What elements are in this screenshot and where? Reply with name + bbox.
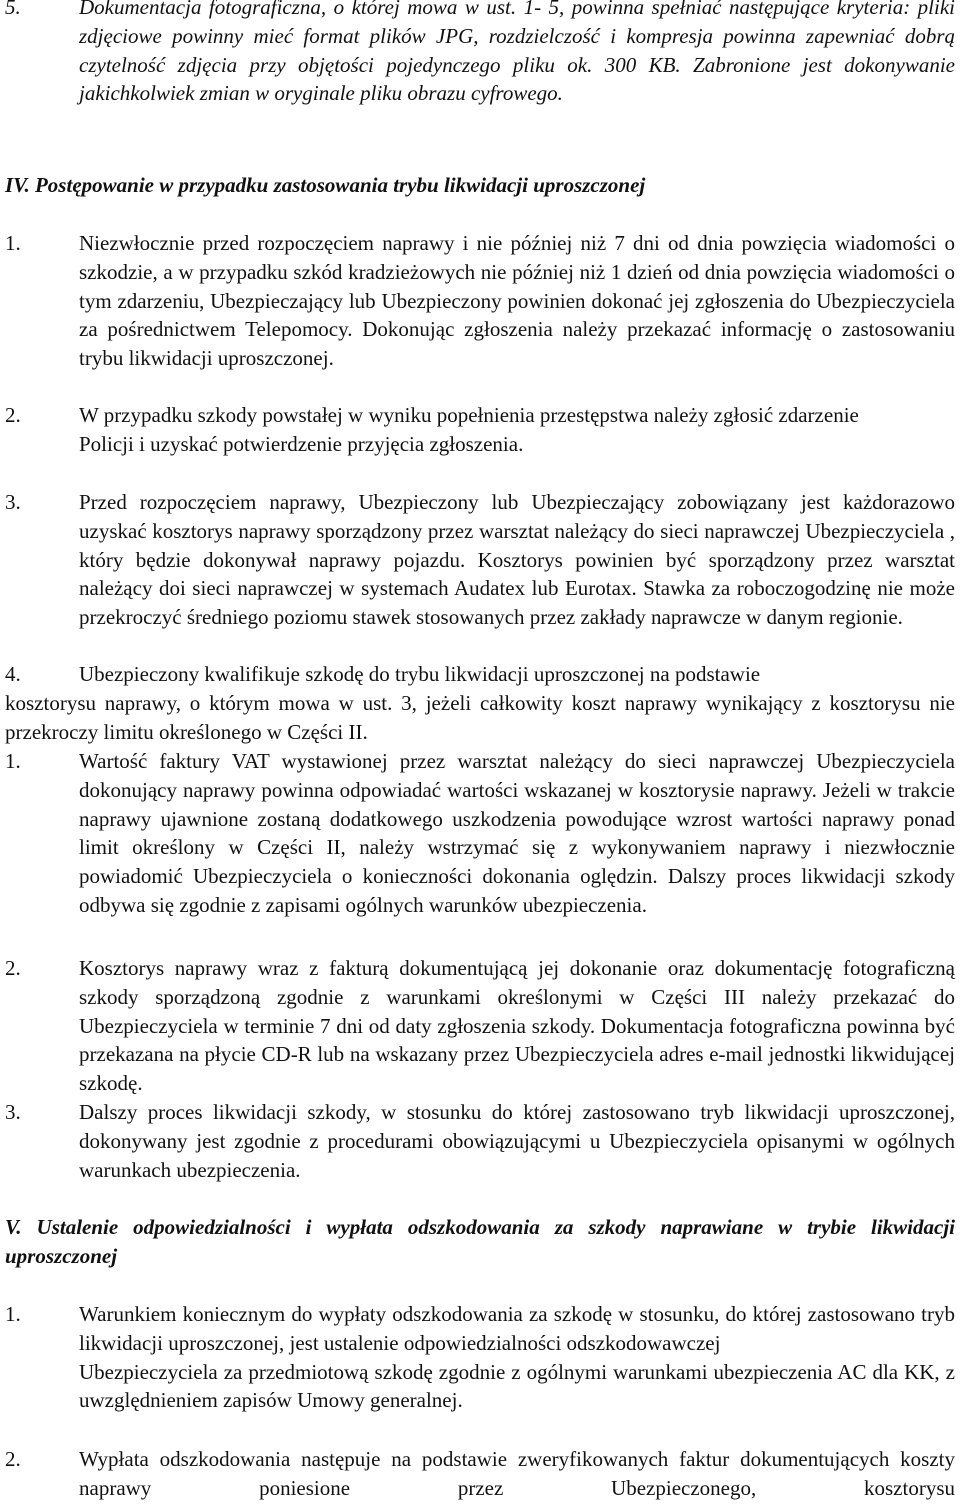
item-number: 4. <box>5 662 21 686</box>
item-text: Wypłata odszkodowania następuje na podstawie zweryfikowanych faktur dokumentujących koszty naprawy poniesione przez Ubezpieczonego, kosztorysu <box>79 1447 955 1500</box>
item-text: Kosztorys naprawy wraz z fakturą dokumentującą jej dokonanie oraz dokumentację fotograficzną szkody sporządzoną zgodnie z warunkami określonymi w Części III należy przekazać do Ubezpieczyciela w terminie 7 dni od daty zgłoszenia szkody. Dokumentacja fotograficzna powinna być przekazana na płycie CD-R lub na wskazany przez Ubezpieczyciela adres e-mail jednostki likwidującej szkodę. <box>79 956 955 1096</box>
section-title: Ustalenie odpowiedzialności i wypłata odszkodowania za szkody naprawiane w trybie likwidacji uproszczonej <box>5 1215 956 1268</box>
section-number: V. <box>5 1215 22 1239</box>
item-text: Ubezpieczony kwalifikuje szkodę do trybu likwidacji uproszczonej na podstawie <box>79 662 761 686</box>
item-number: 2. <box>5 403 21 427</box>
item-text: Wartość faktury VAT wystawionej przez warsztat należący do sieci naprawczej Ubezpieczyciela dokonujący naprawy powinna odpowiadać wartości wskazanej w kosztorysie naprawy. Jeżeli w trakcie naprawy ujawnione zostaną dodatkowego uszkodzenia powodujące wzrost wartości naprawy ponad limit określony w Części II, należy wstrzymać się z wykonywaniem naprawy i niezwłocznie powiadomić Ubezpieczyciela o konieczności dokonania oględzin. Dalszy proces likwidacji szkody odbywa się zgodnie z zapisami ogólnych warunków ubezpieczenia. <box>79 749 955 917</box>
item-number: 1. <box>5 749 21 773</box>
item-number: 2. <box>5 1447 21 1471</box>
list-item <box>5 1300 955 1415</box>
item-continuation: Ubezpieczyciela za przedmiotową szkodę zgodnie z ogólnymi warunkami ubezpieczenia AC dla KK, z uwzględnieniem zapisów Umowy generalnej. <box>79 1359 955 1413</box>
section-heading <box>5 1213 955 1271</box>
section-number: IV. <box>5 173 30 197</box>
list-item <box>5 1445 955 1503</box>
item-number: 5. <box>5 0 21 19</box>
item-number: 1. <box>5 1302 21 1326</box>
item-number: 3. <box>5 490 21 514</box>
list-item <box>5 747 955 920</box>
item-continuation: kosztorysu naprawy, o którym mowa w ust. 3, jeżeli całkowity koszt naprawy wynikający z kosztorysu nie przekroczy limitu określonego w Części II. <box>5 690 955 744</box>
item-number: 2. <box>5 956 21 980</box>
item-text: Dalszy proces likwidacji szkody, w stosunku do której zastosowano tryb likwidacji uproszczonej, dokonywany jest zgodnie z procedurami obowiązującymi u Ubezpieczyciela opisanymi w ogólnych warunkach ubezpieczenia. <box>79 1100 955 1182</box>
item-continuation: Policji i uzyskać potwierdzenie przyjęcia zgłoszenia. <box>79 431 524 456</box>
item-text: Dokumentacja fotograficzna, o której mowa w ust. 1- 5, powinna spełniać następujące kryteria: pliki zdjęciowe powinny mieć format plików JPG, rozdzielczość i kompresja powinna zapewniać dobrą czytelność zdjęcia przy objętości pojedynczego pliku ok. 300 KB. Zabronione jest dokonywanie jakichkolwiek zmian w oryginale pliku obrazu cyfrowego. <box>79 0 955 106</box>
section-heading <box>5 171 955 200</box>
list-item <box>5 401 955 459</box>
item-number: 1. <box>5 231 21 255</box>
list-item <box>5 660 955 746</box>
section-title: Postępowanie w przypadku zastosowania trybu likwidacji uproszczonej <box>34 173 646 197</box>
list-item <box>5 488 955 632</box>
list-item <box>5 954 955 1098</box>
item-text: Warunkiem koniecznym do wypłaty odszkodowania za szkodę w stosunku, do której zastosowano tryb likwidacji uproszczonej, jest ustalenie odpowiedzialności odszkodowawczej <box>79 1302 955 1355</box>
item-text: Niezwłocznie przed rozpoczęciem naprawy i nie później niż 7 dni od dnia powzięcia wiadomości o szkodzie, a w przypadku szkód kradzieżowych nie później niż 1 dzień od dnia powzięcia wiadomości o tym zdarzeniu, Ubezpieczający lub Ubezpieczony powinien dokonać jej zgłoszenia do Ubezpieczyciela za pośrednictwem Telepomocy. Dokonując zgłoszenia należy przekazać informację o zastosowaniu trybu likwidacji uproszczonej. <box>79 231 955 371</box>
list-item <box>5 229 955 373</box>
list-item <box>5 0 955 108</box>
item-text: Przed rozpoczęciem naprawy, Ubezpieczony lub Ubezpieczający zobowiązany jest każdorazowo uzyskać kosztorys naprawy sporządzony przez warsztat należący do sieci naprawczej Ubezpieczyciela , który będzie dokonywał naprawy pojazdu. Kosztorys powinien być sporządzony przez warsztat należący doi sieci naprawczej w systemach Audatex lub Eurotax. Stawka za roboczogodzinę nie może przekroczyć średniego poziomu stawek stosowanych przez zakłady naprawcze w danym regionie. <box>79 490 955 630</box>
item-number: 3. <box>5 1100 21 1124</box>
list-item <box>5 1098 955 1184</box>
item-text: W przypadku szkody powstałej w wyniku popełnienia przestępstwa należy zgłosić zdarzenie <box>79 403 859 427</box>
